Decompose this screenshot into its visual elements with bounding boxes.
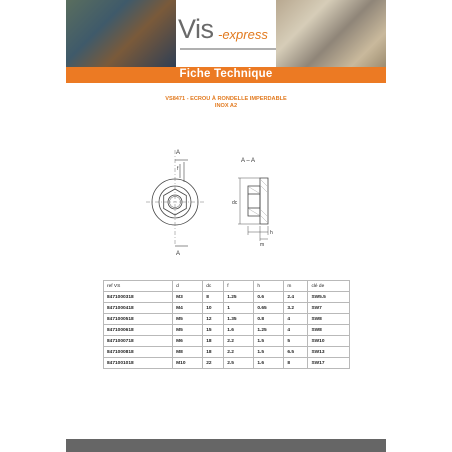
cell-m: 8 bbox=[284, 358, 308, 369]
table-row bbox=[104, 325, 350, 336]
cell-f: 2.2 bbox=[224, 336, 254, 347]
table-row bbox=[104, 358, 350, 369]
table-row bbox=[104, 314, 350, 325]
logo-vis-text: Vis bbox=[178, 14, 214, 44]
dim-m-label: m bbox=[260, 242, 265, 248]
section-label-bottom: A bbox=[176, 251, 181, 257]
cell-ref: 8471001018 bbox=[104, 358, 173, 369]
col-ref: ref VS bbox=[104, 281, 173, 292]
cell-m: 3.2 bbox=[284, 303, 308, 314]
col-d: d bbox=[173, 281, 203, 292]
spec-table bbox=[103, 280, 350, 369]
cell-dc: 18 bbox=[203, 347, 224, 358]
cell-m: 4 bbox=[284, 325, 308, 336]
cell-dc: 12 bbox=[203, 314, 224, 325]
washer-section bbox=[260, 178, 268, 224]
cell-dc: 10 bbox=[203, 303, 224, 314]
technical-drawing bbox=[140, 142, 290, 262]
workshop-tools-photo bbox=[66, 0, 176, 67]
cell-dc: 15 bbox=[203, 325, 224, 336]
cell-d: M5 bbox=[173, 325, 203, 336]
cell-ref: 8471000418 bbox=[104, 303, 173, 314]
page-title: Fiche Technique bbox=[179, 68, 273, 80]
cell-h: 1.25 bbox=[254, 325, 284, 336]
cell-f: 1.6 bbox=[224, 325, 254, 336]
cell-d: M4 bbox=[173, 303, 203, 314]
cell-h: 0.8 bbox=[254, 314, 284, 325]
cell-d: M6 bbox=[173, 336, 203, 347]
col-key: clé de bbox=[308, 281, 350, 292]
cell-ref: 8471000718 bbox=[104, 336, 173, 347]
cell-dc: 8 bbox=[203, 292, 224, 303]
cell-f: 1.25 bbox=[224, 292, 254, 303]
dim-h-label: h bbox=[270, 230, 273, 236]
cell-key: SW10 bbox=[308, 336, 350, 347]
logo-underline bbox=[180, 48, 276, 50]
cell-ref: 8471000318 bbox=[104, 292, 173, 303]
cell-f: 2.5 bbox=[224, 358, 254, 369]
cell-d: M10 bbox=[173, 358, 203, 369]
cell-h: 1.5 bbox=[254, 336, 284, 347]
table-row bbox=[104, 347, 350, 358]
cell-h: 0.65 bbox=[254, 303, 284, 314]
dim-f-label: f bbox=[177, 166, 179, 172]
table-row bbox=[104, 292, 350, 303]
cell-d: M8 bbox=[173, 347, 203, 358]
cell-f: 2.2 bbox=[224, 347, 254, 358]
cell-h: 0.6 bbox=[254, 292, 284, 303]
cell-m: 4 bbox=[284, 314, 308, 325]
table-row bbox=[104, 336, 350, 347]
cell-f: 1.35 bbox=[224, 314, 254, 325]
title-banner bbox=[66, 67, 386, 83]
vis-express-logo bbox=[178, 12, 278, 52]
section-title: A – A bbox=[241, 158, 256, 164]
cell-key: SW8 bbox=[308, 314, 350, 325]
cell-dc: 22 bbox=[203, 358, 224, 369]
cell-m: 2.4 bbox=[284, 292, 308, 303]
section-label-top: A bbox=[176, 150, 181, 156]
cell-f: 1 bbox=[224, 303, 254, 314]
col-dc: dc bbox=[203, 281, 224, 292]
header bbox=[66, 0, 386, 67]
cell-ref: 8471000818 bbox=[104, 347, 173, 358]
cell-m: 5 bbox=[284, 336, 308, 347]
dim-dc-label: dc bbox=[232, 200, 238, 206]
product-title: VS8471 - ECROU À RONDELLE IMPERDABLE bbox=[165, 96, 287, 102]
footer-bar bbox=[66, 439, 386, 452]
nut-section bbox=[248, 186, 260, 216]
cell-h: 1.6 bbox=[254, 358, 284, 369]
cell-h: 1.5 bbox=[254, 347, 284, 358]
product-material: INOX A2 bbox=[214, 103, 238, 109]
cell-dc: 18 bbox=[203, 336, 224, 347]
table-row bbox=[104, 303, 350, 314]
cell-key: SW5.5 bbox=[308, 292, 350, 303]
cell-d: M5 bbox=[173, 314, 203, 325]
col-m: m bbox=[284, 281, 308, 292]
cell-key: SW17 bbox=[308, 358, 350, 369]
col-f: f bbox=[224, 281, 254, 292]
cell-key: SW13 bbox=[308, 347, 350, 358]
cell-key: SW7 bbox=[308, 303, 350, 314]
logo-express-text: -express bbox=[218, 27, 268, 42]
cell-ref: 8471000618 bbox=[104, 325, 173, 336]
cell-m: 6.5 bbox=[284, 347, 308, 358]
screws-photo bbox=[276, 0, 386, 67]
cell-ref: 8471000518 bbox=[104, 314, 173, 325]
cell-d: M3 bbox=[173, 292, 203, 303]
cell-key: SW8 bbox=[308, 325, 350, 336]
col-h: h bbox=[254, 281, 284, 292]
table-header-row bbox=[104, 281, 350, 292]
